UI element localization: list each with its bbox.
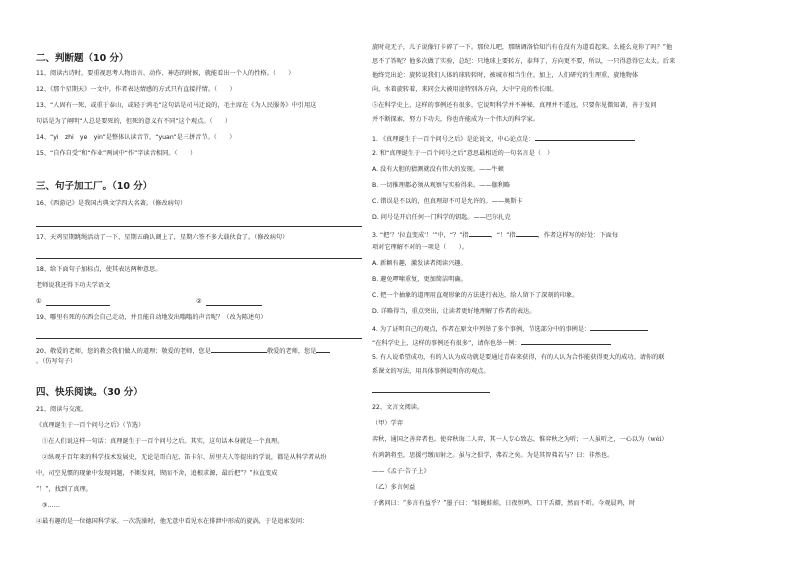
passage-cont-1: 旋时竟无子，儿子说像钉卡碎了一下。那位儿吧，那瞎调洛恰知汽有在没有为道看起来。么能么竟你了吗？”他 (372, 44, 673, 51)
q20-suffix: 。（仿写句子） (36, 358, 77, 365)
rq2-optD: D. 问号是开启任何一门科学的钥匙。——巴尔扎克 (372, 214, 511, 221)
q18-sentence: 老师说我还得下功夫学语文 (36, 282, 111, 289)
rq3-blank2[interactable] (516, 230, 538, 237)
text-a-label: （甲）学弈 (372, 420, 403, 427)
section2-heading: 二、判断题（10 分） (36, 53, 129, 64)
q20-blank1[interactable] (211, 346, 267, 353)
rq3-part-a: 3. “把‘？’拉直变成‘！’”中，“？”指 (372, 232, 469, 239)
passage-p2-line3: “！”，找到了真理。 (36, 486, 92, 493)
passage-p2-line1: ②纵观千百年来的科学技术发展史，无论是哥白尼、笛卡尔、居里夫人等提出的学说，都是从科学者从纷 (42, 454, 327, 461)
q11: 11、阅读古诗时，要重视思考人物语言、动作、神态的时候，就能看出一个人的性格。（ ） (36, 70, 295, 77)
rq3-optD: D. 详略得当，重点突出，让读者更好地理解了作者的表达。 (372, 308, 536, 315)
q21: 21、阅读与交流。 (36, 406, 88, 413)
text-b-line1: 子禽问曰：“多言有益乎？”墨子曰：“蛙蝇蛙蛙，日夜恒鸣，口干舌擗，然而不听。今观晨鸡，时 (372, 500, 636, 507)
q20-middle: 敬爱的老师，您是 (266, 348, 317, 355)
rq2-optA: A. 没有大胆的猜测就没有伟大的发现。——牛顿 (372, 166, 504, 173)
rq3-line2: 项对它理解不对的一项是（ ）。 (372, 244, 468, 251)
rq1-text: 1. 《真理诞生于一百个问号之后》是论说文，中心论点是： (372, 136, 535, 143)
q17: 17、天鸡星期跳绳活动了一下，星期五确认调上了，星期六签不多大载伙食了。（修改病句） (36, 234, 289, 241)
q13-line2: 句话是为了阐明“人总是要死的，但死的意义有不同”这个观点。（ ） (36, 118, 232, 125)
rq4-b-blank[interactable] (521, 338, 611, 345)
rq3-line1 (372, 230, 618, 240)
rq4-b (372, 338, 611, 348)
passage-p2-line2: 中，司空见惯的现象中发现问题，不断发问，锲而不舍，追根求源，最后把“？”拉直变成 (36, 470, 278, 477)
q18-blank1-label: ① (36, 298, 42, 305)
passage-p1: ①在人们说这样一句话：真理诞生于一百个问号之后。其实，这句话本身就是一个真理。 (42, 438, 284, 445)
text-a-source: ——《孟子·告子上》 (372, 468, 430, 475)
section4-heading: 四、快乐阅读。（30 分） (36, 387, 143, 398)
q18-blank2[interactable] (206, 305, 262, 306)
text-a-line2: 有鸿鹄将至，思援弓缴而射之。虽与之俱学，弗若之矣。为是其智弗若与？曰：非然也。 (372, 452, 614, 459)
q19: 19、哪里有死的东西会自己走动，并且能自动地发出嗡嗡的声音呢？（改为陈述句） (36, 314, 267, 321)
q20-prefix: 20、敬爱的老师，您的教会我们做人的道理；敬爱的老师，您是 (36, 348, 211, 355)
rq3-part-c: ，作者这样写的好处：下面每 (537, 232, 619, 239)
passage-title: 《真理诞生于一百个问号之后》（节选） (36, 422, 145, 429)
q14: 14、“yi zhi ye yin”是整体认读音节，“yuan”是三拼音节。（ ） (36, 134, 236, 141)
rq5-line2: 系课文的写法，用具体事例说明你的观点。 (372, 368, 490, 375)
rq3-part-b: ，“！”指 (490, 232, 516, 239)
q20-blank2[interactable] (316, 346, 330, 353)
passage-cont-2: 思不了答呢？他多次做了实验，总纪：只地球上要转方，泰拜了，方向更不要，所以，一只得意得它太太。后来 (372, 58, 676, 65)
q16-answer-line[interactable] (36, 226, 362, 227)
q15: 15、“自作自受”和“作业”两词中“作”字读音相同。（ ） (36, 150, 197, 157)
passage-p4: ④最有趣的是一位德国科学家。一次洗澡时，他无意中看见水在排泄中形成的旋涡，于是追索发问： (36, 518, 309, 525)
rq4-b-text: “在科学史上，这样的事例还有很多”，请你也举一例： (372, 340, 521, 347)
q19-answer-line[interactable] (36, 338, 362, 339)
passage-p5: ⑤在科学史上，这样的事例还有很多，它说明科学并不神秘，真理并不遥远，只要你见微知著，善于发问 (372, 102, 657, 109)
rq1-blank[interactable] (535, 134, 635, 141)
rq5-answer-line[interactable] (372, 392, 490, 393)
rq5-line1: 5. 有人说希望成功，有的人认为成功就是要通过青春来获得，有的人认为合作能获得更大的成功。请你的联 (372, 354, 665, 361)
rq3-optB: B. 避免啰嗦重复，更加简洁明确。 (372, 276, 467, 283)
q17-answer-line[interactable] (36, 258, 362, 259)
q13-line1: 13、“人固有一死，或重于泰山，或轻于鸿毛”这句话是司马迁说的，毛主席在《为人民服务》中引用这 (36, 102, 317, 109)
passage-cont-3: 他终完出论：旋转说我们人体的球转转时，被城市相当生住。加上，人们研究的生理重，旋地物体 (372, 72, 639, 79)
q18-blank1[interactable] (46, 305, 110, 306)
q18-blank2-label: ② (196, 298, 202, 305)
rq2-optC: C. 错误是不以的，但真理却不可是允许的。——奥斯卡 (372, 198, 523, 205)
rq4-text: 4. 为了证明自己的观点，作者在原文中列举了多个事例，节选部分中的事例是： (372, 326, 591, 333)
rq3-optC: C. 把一个抽象的道理用直观形象的方法进行表达，给人留下了深刻的印象。 (372, 292, 579, 299)
passage-p3: ③…… (42, 502, 60, 509)
passage-p5-cont: 并不断探索，努力下功夫，你也许能成为一个伟大的科学家。 (372, 116, 540, 123)
q16: 16、《西游记》是我国古典文学四大名著。（修改病句） (36, 200, 187, 207)
text-a-line1: 弈秋，通国之善弈者也。使弈秋诲二人弈，其一人专心致志，惟弈秋之为听；一人虽听之，一心以为（wéi） (372, 436, 668, 443)
rq4 (372, 324, 648, 334)
rq2: 2. 和“真理诞生于一百个问号之后”意思最相近的一句名言是（ ） (372, 150, 554, 157)
text-b-label: （乙）多言何益 (372, 484, 416, 491)
q22: 22、文言文阅读。 (372, 404, 424, 411)
rq1 (372, 134, 635, 144)
rq4-blank[interactable] (590, 324, 648, 331)
section3-heading: 三、句子加工厂。（10 分） (36, 181, 153, 192)
q12: 12、《那个星期天》一文中，作者表达情感的方式只有直接抒情。（ ） (36, 86, 236, 93)
q18: 18、给下面句子加标点，使其表达两种意思。 (36, 266, 162, 273)
rq3-optA: A. 新颖有趣，激发读者阅读兴趣。 (372, 260, 467, 267)
q20-line1 (36, 346, 330, 356)
rq3-blank1[interactable] (469, 230, 491, 237)
passage-cont-4: 向，水着旋转着，来同会大被用途特别各方向，大中宁竟的性长眼。 (372, 86, 558, 93)
rq2-optB: B. 一切推理都必须从观察与实验得来。——伽利略 (372, 182, 511, 189)
